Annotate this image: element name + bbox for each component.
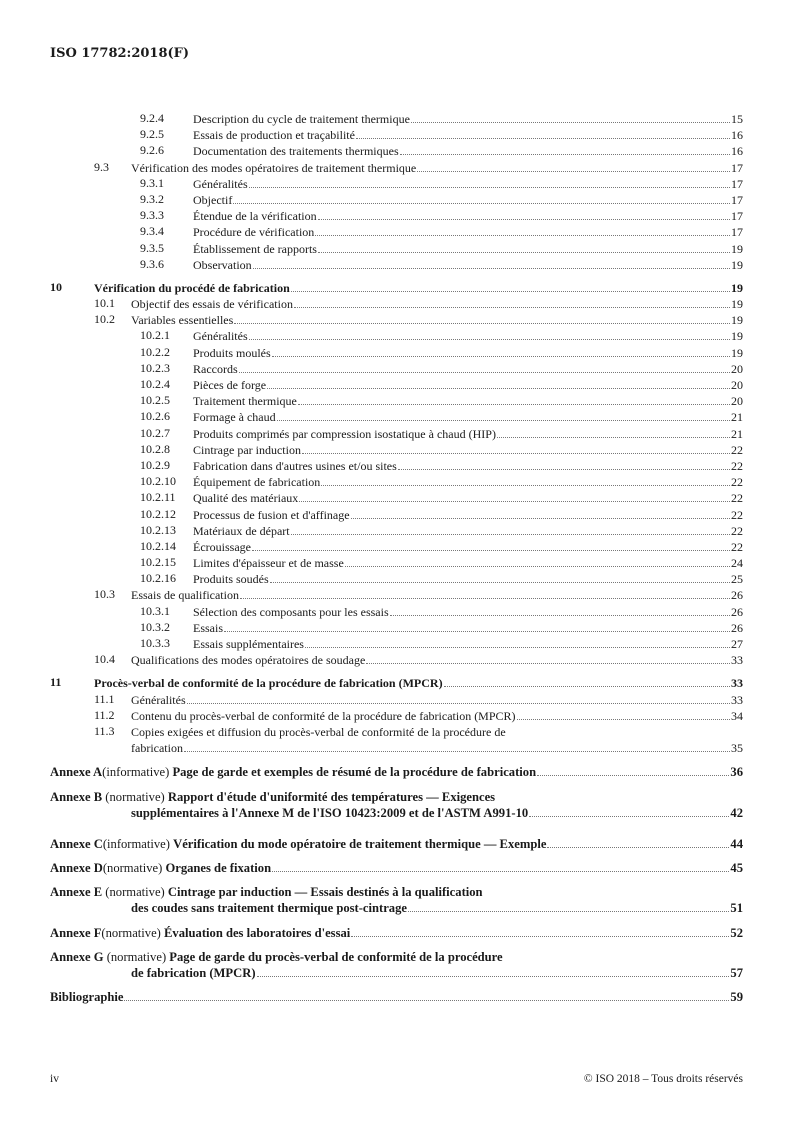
entry-title: Bibliographie [50,990,124,1005]
entry-title: Équipement de fabrication [193,475,321,490]
entry-line [50,789,743,805]
toc-entry[interactable] [50,426,743,442]
entry-title: Cintrage par induction — Essais destinés à la qualification [167,885,483,900]
toc-entry[interactable] [50,442,743,458]
dot-leader [444,675,730,687]
dot-leader [318,208,730,220]
entry-number: 10.1 [94,296,115,311]
entry-number: 9.3.1 [140,175,164,190]
table-of-contents [50,111,743,1005]
entry-number: 10.2.9 [140,457,170,472]
dot-leader [184,740,730,752]
entry-title: Variables essentielles [131,313,234,328]
dot-leader [272,860,729,872]
entry-number: 9.3.6 [140,256,164,271]
annex-label: Annexe F [50,925,102,940]
dot-leader [529,805,729,817]
toc-entry[interactable] [50,675,743,691]
entry-line [50,740,743,756]
entry-title: Produits moulés [193,345,271,360]
entry-title: Page de garde du procès-verbal de conformité de la procédure [169,949,503,964]
entry-title: de fabrication (MPCR) [131,966,256,980]
entry-title: Processus de fusion et d'affinage [193,507,350,522]
toc-entry[interactable] [50,257,743,273]
entry-line [50,805,743,821]
entry-title: Matériaux de départ [193,523,290,538]
toc-entry[interactable] [50,160,743,176]
entry-line [50,652,743,668]
annex-type: (normative) [102,861,163,876]
dot-leader [234,312,730,324]
annex-entry[interactable] [50,989,743,1005]
entry-page: 33 [731,676,743,691]
annex-entry[interactable] [50,764,743,780]
entry-page: 45 [730,861,743,876]
entry-line [50,884,743,900]
toc-entry[interactable] [50,361,743,377]
dot-leader [291,523,730,535]
dot-leader [537,764,729,776]
toc-entry[interactable] [50,127,743,143]
entry-page: 21 [731,426,743,441]
dot-leader [351,507,730,519]
toc-entry[interactable] [50,111,743,127]
entry-page: 25 [731,572,743,587]
entry-number: 9.3.3 [140,208,164,223]
annex-entry[interactable] [50,925,743,941]
dot-leader [291,280,730,292]
entry-page: 34 [731,708,743,723]
dot-leader [315,224,730,236]
entry-line [50,965,743,981]
entry-title: Essais supplémentaires [193,637,304,651]
entry-number: 9.2.5 [140,127,164,142]
entry-page: 17 [731,209,743,224]
entry-number: 10.2 [94,312,115,327]
dot-leader [187,692,730,704]
toc-entry[interactable] [50,296,743,312]
entry-number: 11.2 [94,707,115,722]
entry-line [50,989,743,1005]
entry-title: Qualifications des modes opératoires de soudage [131,653,366,668]
entry-title: Fabrication dans d'autres usines et/ou sites [193,458,397,473]
entry-number: 10.2.5 [140,393,170,408]
dot-leader [294,296,730,308]
entry-page: 19 [731,297,743,312]
entry-number: 10.2.1 [140,328,170,343]
entry-page: 52 [730,925,743,940]
dot-leader [411,111,730,123]
entry-title: Observation [193,257,252,272]
entry-page: 24 [731,556,743,571]
entry-page: 17 [731,176,743,191]
entry-title: Produits comprimés par compression isostatique à chaud (HIP) [193,426,496,441]
annex-type: (informative) [102,765,170,780]
entry-number: 10.2.12 [140,506,176,521]
entry-page: 16 [731,144,743,159]
dot-leader [356,127,730,139]
entry-page: 19 [731,280,743,295]
dot-leader [257,965,730,977]
annex-type: (normative) [105,885,165,900]
entry-title: Page de garde et exemples de résumé de la procédure de fabrication [172,765,537,780]
dot-leader [408,900,729,912]
dot-leader [351,925,729,937]
entry-page: 17 [731,192,743,207]
toc-entry[interactable] [50,192,743,208]
dot-leader [240,587,730,599]
entry-title: Procédure de vérification [193,225,315,240]
entry-line [50,692,743,708]
dot-leader [267,377,730,389]
dot-leader [270,571,730,583]
entry-page: 22 [731,507,743,522]
entry-page: 36 [730,765,743,780]
dot-leader [345,555,730,567]
entry-number: 9.3 [94,159,109,174]
entry-page: 26 [731,588,743,603]
dot-leader [249,176,730,188]
entry-title: Qualité des matériaux [193,491,299,506]
toc-entry[interactable] [50,409,743,425]
entry-page: 19 [731,313,743,328]
entry-line [50,724,743,740]
dot-leader [417,160,730,172]
annex-entry[interactable] [50,860,743,876]
toc-entry[interactable] [50,393,743,409]
entry-number: 9.3.4 [140,224,164,239]
entry-number: 10.2.11 [140,490,176,505]
entry-title: Généralités [131,692,186,707]
annex-label: Annexe C [50,836,103,851]
dot-leader [239,361,730,373]
entry-number: 10.2.4 [140,377,170,391]
entry-page: 20 [731,361,743,376]
dot-leader [318,241,730,253]
entry-title: supplémentaires à l'Annexe M de l'ISO 10423:2009 et de l'ASTM A991-10 [131,805,529,820]
entry-number: 9.3.5 [140,240,164,255]
entry-page: 19 [731,329,743,344]
entry-line [50,949,743,965]
toc-entry[interactable] [50,692,743,708]
entry-line [50,708,743,724]
entry-number: 10.3.1 [140,603,170,618]
entry-line [50,925,743,941]
entry-title: Produits soudés [193,572,269,587]
entry-number: 11.1 [94,691,115,706]
entry-page: 26 [731,604,743,619]
entry-title: Description du cycle de traitement thermique [193,112,410,126]
entry-title: Vérification du procédé de fabrication [94,280,290,295]
entry-page: 17 [731,160,743,175]
entry-title: fabrication [131,741,183,756]
toc-entry[interactable] [50,208,743,224]
entry-page: 22 [731,442,743,457]
toc-entry[interactable] [50,555,743,571]
annex-type: (normative) [106,949,167,964]
entry-line [50,836,743,852]
toc-entry[interactable] [50,490,743,506]
annex-label: Annexe G [50,949,104,964]
entry-title: Copies exigées et diffusion du procès-verbal de conformité de la procédure de [131,724,506,739]
annex-entry[interactable] [50,789,743,821]
entry-page: 26 [731,620,743,635]
entry-title: Limites d'épaisseur et de masse [193,556,344,571]
toc-entry[interactable] [50,474,743,490]
dot-leader [277,409,730,421]
entry-number: 11.3 [94,723,115,738]
dot-leader [517,708,730,720]
entry-title: des coudes sans traitement thermique post-cintrage [131,901,407,916]
dot-leader [321,474,730,486]
annex-label: Annexe D [50,861,103,876]
dot-leader [366,652,730,664]
entry-page: 22 [731,523,743,538]
dot-leader [547,836,729,848]
annex-entry[interactable] [50,836,743,852]
dot-leader [497,426,730,438]
entry-page: 22 [731,539,743,554]
entry-title: Généralités [193,176,248,191]
entry-page: 22 [731,458,743,473]
entry-page: 19 [731,257,743,272]
toc-entry[interactable] [50,176,743,192]
toc-entry[interactable] [50,571,743,587]
entry-line [50,764,743,780]
annex-entry[interactable] [50,884,743,916]
dot-leader [253,257,730,269]
entry-line [50,312,743,328]
dot-leader [124,989,729,1001]
entry-title: Formage à chaud [193,410,276,425]
toc-entry[interactable] [50,312,743,328]
entry-page: 19 [731,345,743,360]
dot-leader [298,393,730,405]
toc-entry[interactable] [50,708,743,724]
toc-entry[interactable] [50,539,743,555]
entry-title: Évaluation des laboratoires d'essai [164,925,351,940]
toc-entry[interactable] [50,724,743,756]
entry-line [50,160,743,176]
entry-page: 16 [731,128,743,143]
entry-title: Objectif des essais de vérification [131,297,293,312]
entry-title: Objectif [193,192,233,207]
annex-label: Annexe E [50,885,103,900]
toc-entry[interactable] [50,328,743,344]
toc-entry[interactable] [50,280,743,296]
entry-title: Organes de fixation [165,861,272,876]
entry-title: Écrouissage [193,539,251,554]
entry-number: 10.2.15 [140,555,176,570]
entry-line [50,587,743,603]
entry-title: Sélection des composants pour les essais [193,604,389,619]
entry-number: 10.2.7 [140,425,170,440]
document-id-header: ISO 17782:2018(F) [50,46,190,61]
dot-leader [390,604,730,616]
entry-page: 22 [731,491,743,506]
dot-leader [233,192,730,204]
entry-title: Rapport d'étude d'uniformité des températures — Exigences [167,789,496,804]
entry-page: 21 [731,410,743,425]
entry-number: 10.2.10 [140,474,176,489]
entry-number: 10.2.8 [140,441,170,456]
annex-type: (informative) [102,836,170,851]
entry-title: Pièces de forge [193,378,267,392]
entry-title: Cintrage par induction [193,442,301,457]
entry-number: 10.4 [94,652,115,667]
entry-page: 57 [730,966,743,980]
entry-number: 10.2.16 [140,571,176,586]
entry-number: 10.2.2 [140,344,170,359]
toc-entry[interactable] [50,587,743,603]
toc-entry[interactable] [50,345,743,361]
entry-page: 44 [730,836,743,851]
entry-page: 20 [731,378,743,392]
entry-number: 10.2.13 [140,522,176,537]
dot-leader [249,328,730,340]
dot-leader [252,539,730,551]
entry-title: Raccords [193,361,238,376]
toc-entry[interactable] [50,377,743,393]
toc-entry[interactable] [50,458,743,474]
toc-entry[interactable] [50,241,743,257]
entry-title: Essais [193,620,223,635]
entry-line [50,675,743,691]
entry-title: Traitement thermique [193,394,297,409]
toc-entry[interactable] [50,523,743,539]
entry-number: 10.2.6 [140,409,170,424]
dot-leader [272,345,730,357]
entry-number: 10.3 [94,587,115,602]
entry-number: 10.3.3 [140,636,170,650]
entry-title: Généralités [193,329,248,344]
annex-type: (normative) [101,925,161,940]
entry-page: 33 [731,653,743,668]
entry-title: Essais de qualification [131,588,239,603]
entry-title: Documentation des traitements thermiques [193,144,399,159]
page-number: iv [50,1073,59,1085]
entry-number: 10.2.14 [140,538,176,553]
dot-leader [224,620,730,632]
entry-page: 59 [730,990,743,1005]
entry-page: 42 [730,805,743,820]
dot-leader [302,442,730,454]
entry-title: Étendue de la vérification [193,209,317,224]
entry-page: 33 [731,692,743,707]
entry-page: 51 [730,901,743,916]
entry-number: 10 [50,279,62,294]
annex-label: Annexe B [50,789,103,804]
dot-leader [305,636,730,648]
entry-number: 9.3.2 [140,191,164,206]
entry-page: 17 [731,225,743,240]
entry-number: 9.2.6 [140,143,164,158]
toc-entry[interactable] [50,620,743,636]
entry-line [50,860,743,876]
toc-entry[interactable] [50,604,743,620]
entry-line [50,296,743,312]
entry-number: 9.2.4 [140,111,164,125]
toc-entry[interactable] [50,636,743,652]
dot-leader [398,458,730,470]
dot-leader [400,143,730,155]
entry-page: 20 [731,394,743,409]
entry-title: Procès-verbal de conformité de la procédure de fabrication (MPCR) [94,676,443,691]
entry-number: 10.3.2 [140,619,170,634]
annex-type: (normative) [105,789,165,804]
entry-page: 19 [731,241,743,256]
toc-entry[interactable] [50,507,743,523]
entry-title: Vérification du mode opératoire de traitement thermique — Exemple [173,836,547,851]
entry-title: Contenu du procès-verbal de conformité de la procédure de fabrication (MPCR) [131,708,516,723]
toc-entry[interactable] [50,224,743,240]
entry-number: 11 [50,675,62,690]
dot-leader [299,490,730,502]
entry-title: Vérification des modes opératoires de traitement thermique [131,160,417,175]
entry-page: 15 [731,112,743,126]
entry-title: Établissement de rapports [193,241,317,256]
entry-title: Essais de production et traçabilité [193,128,355,143]
annex-entry[interactable] [50,949,743,981]
entry-page: 22 [731,475,743,490]
entry-page: 35 [731,741,743,756]
entry-number: 10.2.3 [140,360,170,375]
toc-entry[interactable] [50,652,743,668]
toc-entry[interactable] [50,143,743,159]
annex-label: Annexe A [50,765,103,780]
entry-line [50,900,743,916]
entry-line [50,280,743,296]
entry-page: 27 [731,637,743,651]
copyright-notice: © ISO 2018 – Tous droits réservés [583,1073,743,1085]
